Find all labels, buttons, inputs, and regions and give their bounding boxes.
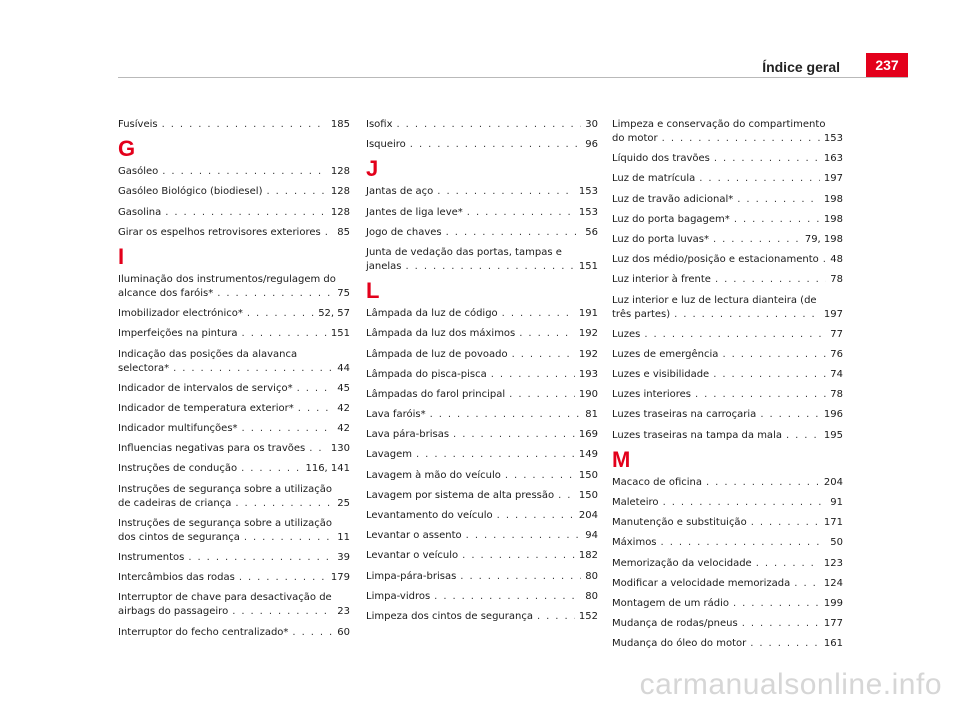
index-entry-label: Limpa-vidros	[366, 590, 431, 602]
index-entry[interactable]	[118, 422, 350, 436]
dot-leader	[663, 496, 827, 510]
index-entry-label: Jantas de aço	[366, 186, 434, 198]
dot-leader	[714, 152, 820, 166]
index-entry-label: Luzes e visibilidade	[612, 369, 710, 381]
index-entry[interactable]	[612, 557, 843, 571]
index-entry[interactable]	[366, 327, 598, 341]
dot-leader	[713, 368, 826, 382]
index-entry[interactable]	[366, 246, 598, 274]
index-entry[interactable]	[366, 206, 598, 220]
index-entry[interactable]	[612, 577, 843, 591]
section-letter: I	[118, 243, 125, 269]
index-entry-page[interactable]: 79, 198	[804, 233, 843, 245]
index-entry[interactable]	[612, 536, 843, 550]
index-entry-page[interactable]: 124	[823, 577, 843, 589]
index-entry-page[interactable]: 130	[330, 443, 350, 455]
dot-leader	[794, 577, 820, 591]
index-entry-label: Levantar o veículo	[366, 550, 459, 562]
dot-leader	[558, 489, 575, 503]
index-entry-page[interactable]: 150	[578, 469, 598, 481]
index-entry-page[interactable]: 204	[823, 476, 843, 488]
index-entry-label: Girar os espelhos retrovisores exteriores	[118, 226, 321, 238]
index-entry-label: janelas	[366, 260, 402, 272]
index-entry-label: Luzes traseiras na carroçaria	[612, 409, 757, 421]
index-entry-line: Indicação das posições da alavanca	[118, 348, 298, 360]
index-entry-label: Lâmpada da luz dos máximos	[366, 328, 516, 340]
dot-leader	[446, 226, 582, 240]
index-entry[interactable]	[612, 294, 843, 322]
index-entry-label: Intercâmbios das rodas	[118, 572, 235, 584]
index-entry[interactable]	[118, 118, 350, 132]
dot-leader	[397, 118, 582, 132]
index-entry-label: Indicador de temperatura exterior*	[118, 402, 294, 414]
index-entry-page[interactable]: 179	[330, 572, 350, 584]
page-title: Índice geral	[762, 59, 840, 75]
index-entry-page[interactable]: 91	[830, 497, 843, 508]
index-entry[interactable]	[366, 307, 598, 321]
index-entry-page[interactable]: 77	[830, 328, 843, 340]
index-entry[interactable]	[612, 597, 843, 611]
index-entry[interactable]	[366, 570, 598, 584]
index-entry-label: Instrumentos	[118, 552, 185, 563]
index-entry-label: Luz de matrícula	[612, 173, 696, 185]
index-entry-line: Limpeza e conservação do compartimento	[612, 119, 826, 130]
section-letter: G	[118, 136, 136, 162]
index-entry-page[interactable]: 50	[830, 537, 843, 549]
index-entry-label: alcance dos faróis*	[118, 287, 214, 299]
dot-leader	[173, 362, 333, 376]
index-entry-page[interactable]: 56	[585, 226, 598, 238]
index-entry-label: airbags do passageiro	[118, 606, 229, 618]
index-entry-page[interactable]: 128	[330, 166, 350, 178]
index-entry-line: Instruções de segurança sobre a utilização	[118, 483, 333, 495]
index-entry[interactable]	[118, 307, 350, 321]
index-entry-page[interactable]: 182	[578, 550, 598, 562]
dot-leader	[733, 597, 820, 611]
index-entry[interactable]	[366, 529, 598, 543]
index-column-3	[612, 118, 843, 658]
index-entry-label: Gasóleo	[118, 166, 159, 178]
dot-leader	[742, 617, 820, 631]
watermark: carmanualsonline.info	[639, 668, 942, 701]
index-entry-label: Lâmpada da luz de código	[366, 308, 498, 320]
index-entry-page[interactable]: 23	[337, 606, 350, 618]
dot-leader	[512, 348, 575, 362]
dot-leader	[232, 605, 333, 619]
index-entry[interactable]	[366, 590, 598, 604]
index-entry-page[interactable]: 171	[823, 517, 843, 529]
index-entry[interactable]	[118, 462, 350, 476]
index-entry-line: Luz interior e luz de lectura dianteira (de	[612, 294, 817, 306]
index-entry-label: Levantamento do veículo	[366, 510, 493, 521]
dot-leader	[699, 172, 820, 186]
index-entry[interactable]	[118, 551, 350, 565]
index-entry[interactable]	[118, 483, 350, 511]
index-entry-label: Lavagem à mão do veículo	[366, 469, 501, 481]
page-number-badge: 237	[866, 53, 908, 77]
index-entry-page[interactable]: 190	[578, 388, 598, 400]
index-entry-label: Lâmpadas do farol principal	[366, 388, 506, 400]
dot-leader	[466, 529, 582, 543]
index-entry[interactable]	[612, 617, 843, 631]
dot-leader	[165, 206, 327, 220]
index-entry-label: Gasolina	[118, 206, 162, 218]
index-entry-page[interactable]: 74	[830, 369, 843, 381]
index-entry-label: Levantar o assento	[366, 530, 462, 542]
section-letter: M	[612, 446, 631, 472]
index-entry-line: Instruções de segurança sobre a utilização	[118, 517, 333, 529]
index-entry-page[interactable]: 191	[578, 308, 598, 320]
index-entry-page[interactable]: 85	[337, 226, 350, 238]
index-entry[interactable]	[118, 327, 350, 341]
dot-leader	[662, 132, 820, 146]
index-entry[interactable]	[612, 233, 843, 247]
index-entry-label: Luz interior à frente	[612, 274, 711, 286]
index-entry-page[interactable]: 198	[823, 193, 843, 205]
dot-leader	[695, 388, 826, 402]
index-entry-label: Máximos	[612, 537, 657, 549]
index-entry[interactable]	[612, 408, 843, 422]
index-entry-page[interactable]: 96	[585, 139, 598, 151]
index-entry-label: Líquido dos travões	[612, 153, 710, 165]
index-entry-line: Interruptor de chave para desactivação de	[118, 592, 332, 604]
index-entry-label: Influencias negativas para os travões	[118, 443, 306, 455]
dot-leader	[760, 408, 820, 422]
index-entry-label: Lâmpada de luz de povoado	[366, 348, 508, 360]
index-entry-page[interactable]: 204	[578, 510, 598, 521]
dot-leader	[162, 118, 327, 132]
index-entry-page[interactable]: 197	[823, 173, 843, 185]
index-entry-label: Lava pára-brisas	[366, 429, 450, 441]
index-entry-label: Isqueiro	[366, 139, 406, 151]
index-entry[interactable]	[366, 408, 598, 422]
dot-leader	[467, 206, 575, 220]
index-entry-page[interactable]: 151	[330, 328, 350, 340]
index-entry[interactable]	[118, 402, 350, 416]
index-entry-page[interactable]: 11	[337, 531, 350, 543]
index-entry-label: dos cintos de segurança	[118, 531, 240, 543]
section-letter: L	[366, 278, 380, 304]
dot-leader	[509, 388, 575, 402]
index-entry-page[interactable]: 199	[823, 597, 843, 609]
index-entry[interactable]	[612, 637, 843, 651]
index-entry-page[interactable]: 150	[578, 489, 598, 501]
dot-leader	[266, 185, 326, 199]
index-entry[interactable]	[118, 226, 350, 240]
index-entry-label: Jantes de liga leve*	[366, 206, 463, 218]
index-entry-page[interactable]: 196	[823, 409, 843, 421]
index-entry-page[interactable]: 128	[330, 206, 350, 218]
index-entry[interactable]	[118, 517, 350, 545]
index-entry-page[interactable]: 192	[578, 328, 598, 340]
index-entry-page[interactable]: 195	[823, 429, 843, 441]
index-entry-label: Gasóleo Biológico (biodiesel)	[118, 186, 263, 198]
dot-leader	[217, 287, 333, 301]
index-entry-label: Macaco de oficina	[612, 476, 703, 488]
index-entry-label: Luzes	[612, 328, 641, 340]
index-entry[interactable]	[118, 626, 350, 640]
index-entry-page[interactable]: 76	[830, 348, 843, 360]
dot-leader	[244, 531, 333, 545]
index-entry-label: Manutenção e substituição	[612, 517, 747, 529]
index-entry[interactable]	[366, 610, 598, 624]
index-entry-label: Luz dos médio/posição e estacionamento	[612, 254, 819, 266]
dot-leader	[309, 442, 327, 456]
dot-leader	[235, 497, 333, 511]
index-entry-label: Interruptor do fecho centralizado*	[118, 626, 289, 638]
index-entry-page[interactable]: 60	[337, 626, 350, 638]
index-entry[interactable]	[612, 213, 843, 227]
index-entry[interactable]	[612, 253, 843, 267]
dot-leader	[241, 462, 301, 476]
index-entry-page[interactable]: 80	[585, 590, 598, 602]
index-entry-label: Mudança do óleo do motor	[612, 638, 747, 650]
index-entry-label: Luz de travão adicional*	[612, 193, 734, 205]
dot-leader	[188, 551, 333, 565]
dot-leader	[786, 429, 820, 443]
index-entry[interactable]	[366, 185, 598, 199]
index-entry-page[interactable]: 149	[578, 449, 598, 461]
index-entry-page[interactable]: 153	[578, 186, 598, 198]
index-entry-label: Maleteiro	[612, 497, 659, 508]
index-entry-label: Mudança de rodas/pneus	[612, 618, 738, 630]
index-entry[interactable]	[366, 549, 598, 563]
index-entry-label: Lâmpada do pisca-pisca	[366, 368, 487, 380]
index-entry-line: Iluminação dos instrumentos/regulagem do	[118, 273, 336, 285]
index-entry-page[interactable]: 45	[337, 382, 350, 394]
index-entry-label: três partes)	[612, 308, 671, 320]
index-entry[interactable]	[366, 118, 598, 132]
dot-leader	[410, 138, 581, 152]
index-entry[interactable]	[366, 348, 598, 362]
index-entry-page[interactable]: 42	[337, 423, 350, 435]
index-entry[interactable]	[366, 489, 598, 503]
index-entry-label: Isofix	[366, 119, 393, 130]
index-entry[interactable]	[612, 273, 843, 287]
index-entry-page[interactable]: 163	[823, 153, 843, 165]
index-entry-page[interactable]: 42	[337, 402, 350, 414]
index-entry-label: Limpa-pára-brisas	[366, 570, 457, 582]
index-entry-label: Lavagem	[366, 449, 412, 461]
index-entry[interactable]	[118, 382, 350, 396]
index-entry-page[interactable]: 197	[823, 308, 843, 320]
index-entry[interactable]	[612, 172, 843, 186]
dot-leader	[416, 448, 575, 462]
dot-leader	[242, 327, 327, 341]
index-entry-page[interactable]: 39	[337, 552, 350, 563]
index-entry-label: Luz do porta bagagem*	[612, 213, 730, 225]
index-entry[interactable]	[612, 152, 843, 166]
index-entry[interactable]	[612, 328, 843, 342]
index-entry-label: Fusíveis	[118, 119, 158, 130]
index-entry[interactable]	[366, 509, 598, 523]
dot-leader	[661, 536, 827, 550]
dot-leader	[497, 509, 575, 523]
dot-leader	[751, 516, 820, 530]
dot-leader	[453, 428, 575, 442]
dot-leader	[462, 549, 575, 563]
index-column-2	[366, 118, 598, 630]
index-entry-page[interactable]: 78	[830, 389, 843, 401]
dot-leader	[823, 253, 826, 267]
index-entry[interactable]	[366, 138, 598, 152]
index-entry[interactable]	[118, 185, 350, 199]
dot-leader	[406, 260, 575, 274]
index-entry-page[interactable]: 94	[585, 530, 598, 542]
index-entry-label: Imobilizador electrónico*	[118, 308, 243, 320]
index-column-1	[118, 118, 350, 646]
index-entry-label: Imperfeições na pintura	[118, 328, 238, 340]
index-entry-label: Indicador multifunções*	[118, 423, 238, 435]
index-entry[interactable]	[118, 571, 350, 585]
index-entry[interactable]	[612, 388, 843, 402]
index-entry-page[interactable]: 52, 57	[318, 308, 350, 320]
index-entry-page[interactable]: 198	[823, 213, 843, 225]
dot-leader	[239, 571, 327, 585]
index-entry-label: Indicador de intervalos de serviço*	[118, 382, 293, 394]
index-entry[interactable]	[118, 591, 350, 619]
dot-leader	[537, 610, 575, 624]
index-entry-label: Montagem de um rádio	[612, 597, 729, 609]
dot-leader	[734, 213, 820, 227]
dot-leader	[491, 368, 575, 382]
dot-leader	[297, 382, 334, 396]
index-entry[interactable]	[612, 368, 843, 382]
index-entry-page[interactable]: 30	[585, 119, 598, 130]
dot-leader	[644, 328, 826, 342]
index-entry[interactable]	[366, 226, 598, 240]
dot-leader	[674, 308, 820, 322]
dot-leader	[298, 402, 333, 416]
header-divider	[118, 77, 908, 78]
index-entry-page[interactable]: 78	[830, 274, 843, 286]
index-entry-page[interactable]: 80	[585, 570, 598, 582]
index-entry-page[interactable]: 153	[823, 133, 843, 144]
index-entry-line: Junta de vedação das portas, tampas e	[366, 246, 562, 258]
index-entry[interactable]	[118, 165, 350, 179]
index-entry-page[interactable]: 177	[823, 618, 843, 630]
index-entry-label: Lavagem por sistema de alta pressão	[366, 489, 555, 501]
index-entry[interactable]	[366, 448, 598, 462]
index-entry-label: Luzes interiores	[612, 389, 691, 401]
dot-leader	[460, 570, 581, 584]
index-entry-label: Luzes traseiras na tampa da mala	[612, 429, 782, 441]
section-letter: J	[366, 156, 379, 182]
index-entry[interactable]	[366, 388, 598, 402]
index-entry-label: Lava faróis*	[366, 409, 426, 421]
index-entry[interactable]	[612, 496, 843, 510]
dot-leader	[750, 637, 820, 651]
index-entry[interactable]	[118, 206, 350, 220]
dot-leader	[437, 185, 575, 199]
index-entry-page[interactable]: 185	[330, 119, 350, 130]
index-entry[interactable]	[612, 516, 843, 530]
dot-leader	[519, 327, 575, 341]
dot-leader	[706, 476, 820, 490]
index-entry[interactable]	[612, 193, 843, 207]
index-entry[interactable]	[118, 273, 350, 301]
index-entry-label: Memorização da velocidade	[612, 557, 752, 569]
dot-leader	[430, 408, 582, 422]
index-entry-page[interactable]: 152	[578, 610, 598, 622]
index-entry-page[interactable]: 153	[578, 206, 598, 218]
index-entry-page[interactable]: 25	[337, 497, 350, 509]
index-entry[interactable]	[366, 469, 598, 483]
index-entry-page[interactable]: 44	[337, 362, 350, 374]
index-entry[interactable]	[118, 348, 350, 376]
index-entry-page[interactable]: 193	[578, 368, 598, 380]
dot-leader	[325, 226, 334, 240]
index-entry-label: Luz do porta luvas*	[612, 233, 709, 245]
index-entry-page[interactable]: 123	[823, 557, 843, 569]
index-entry-page[interactable]: 48	[830, 254, 843, 266]
index-entry[interactable]	[612, 348, 843, 362]
index-entry-page[interactable]: 151	[578, 260, 598, 272]
index-entry[interactable]	[366, 368, 598, 382]
index-entry-page[interactable]: 75	[337, 287, 350, 299]
index-entry-label: Modificar a velocidade memorizada	[612, 577, 791, 589]
index-entry-label: Jogo de chaves	[366, 226, 442, 238]
dot-leader	[434, 590, 581, 604]
index-entry[interactable]	[118, 442, 350, 456]
index-entry-label: do motor	[612, 133, 658, 144]
index-entry-page[interactable]: 192	[578, 348, 598, 360]
dot-leader	[715, 273, 826, 287]
dot-leader	[292, 626, 333, 640]
index-entry-label: Limpeza dos cintos de segurança	[366, 610, 533, 622]
index-entry[interactable]	[612, 476, 843, 490]
dot-leader	[756, 557, 820, 571]
dot-leader	[247, 307, 314, 321]
dot-leader	[722, 348, 826, 362]
index-entry-label: de cadeiras de criança	[118, 497, 232, 509]
dot-leader	[505, 469, 575, 483]
index-entry-label: Instruções de condução	[118, 463, 238, 475]
dot-leader	[713, 233, 801, 247]
index-entry[interactable]	[612, 118, 843, 146]
index-entry[interactable]	[612, 429, 843, 443]
index-entry[interactable]	[366, 428, 598, 442]
index-entry-page[interactable]: 169	[578, 429, 598, 441]
dot-leader	[737, 193, 820, 207]
index-entry-page[interactable]: 116, 141	[305, 463, 350, 475]
dot-leader	[242, 422, 334, 436]
index-entry-label: Luzes de emergência	[612, 348, 719, 360]
dot-leader	[502, 307, 575, 321]
index-entry-page[interactable]: 161	[823, 638, 843, 650]
index-entry-page[interactable]: 81	[585, 409, 598, 421]
dot-leader	[162, 165, 327, 179]
index-entry-label: selectora*	[118, 362, 170, 374]
index-entry-page[interactable]: 128	[330, 186, 350, 198]
